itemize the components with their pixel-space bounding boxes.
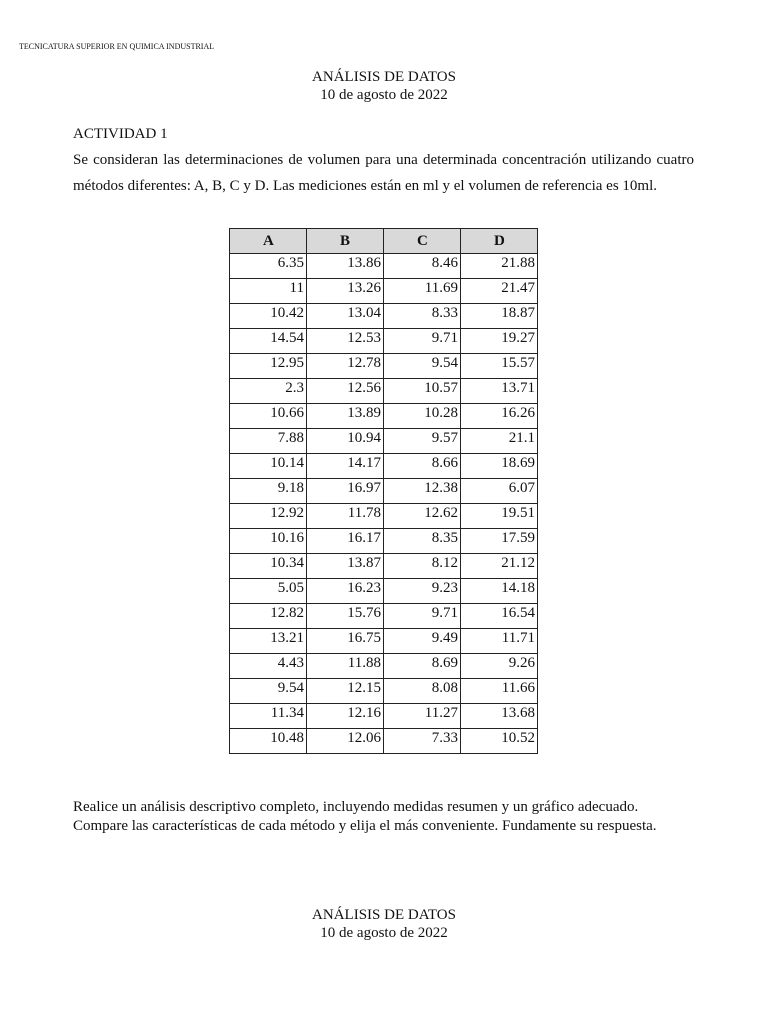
table-cell: 6.35	[230, 254, 307, 279]
table-cell: 12.62	[384, 504, 461, 529]
table-cell: 11.27	[384, 704, 461, 729]
table-cell: 13.26	[307, 279, 384, 304]
table-cell: 9.57	[384, 429, 461, 454]
table-cell: 12.95	[230, 354, 307, 379]
table-cell: 4.43	[230, 654, 307, 679]
table-cell: 14.18	[461, 579, 538, 604]
table-cell: 12.56	[307, 379, 384, 404]
table-cell: 11	[230, 279, 307, 304]
footer-title-date: 10 de agosto de 2022	[320, 925, 448, 941]
table-row	[230, 379, 538, 404]
table-cell: 9.71	[384, 329, 461, 354]
table-row	[230, 704, 538, 729]
column-header-b: B	[307, 229, 384, 254]
table-cell: 8.12	[384, 554, 461, 579]
table-cell: 8.69	[384, 654, 461, 679]
table-cell: 13.86	[307, 254, 384, 279]
table-cell: 6.07	[461, 479, 538, 504]
table-cell: 16.97	[307, 479, 384, 504]
table-cell: 10.34	[230, 554, 307, 579]
column-header-d: D	[461, 229, 538, 254]
table-row	[230, 604, 538, 629]
column-header-a: A	[230, 229, 307, 254]
activity-title: ACTIVIDAD 1	[73, 126, 168, 142]
table-row	[230, 304, 538, 329]
table-cell: 13.89	[307, 404, 384, 429]
table-cell: 10.42	[230, 304, 307, 329]
table-body	[230, 254, 538, 754]
table-cell: 8.46	[384, 254, 461, 279]
table-cell: 13.21	[230, 629, 307, 654]
table-cell: 13.71	[461, 379, 538, 404]
table-cell: 13.68	[461, 704, 538, 729]
table-row	[230, 729, 538, 754]
table-cell: 16.75	[307, 629, 384, 654]
table-cell: 21.12	[461, 554, 538, 579]
table-cell: 14.54	[230, 329, 307, 354]
table-cell: 2.3	[230, 379, 307, 404]
table-cell: 12.16	[307, 704, 384, 729]
table-cell: 9.49	[384, 629, 461, 654]
table-row	[230, 454, 538, 479]
table-cell: 13.04	[307, 304, 384, 329]
table-cell: 19.27	[461, 329, 538, 354]
table-cell: 12.92	[230, 504, 307, 529]
table-row	[230, 254, 538, 279]
table-row	[230, 529, 538, 554]
table-cell: 11.78	[307, 504, 384, 529]
table-cell: 19.51	[461, 504, 538, 529]
table-row	[230, 279, 538, 304]
table-cell: 15.76	[307, 604, 384, 629]
table-row	[230, 479, 538, 504]
measurements-table	[229, 228, 538, 754]
closing-instructions	[73, 798, 713, 836]
table-cell: 16.26	[461, 404, 538, 429]
table-cell: 21.88	[461, 254, 538, 279]
table-row	[230, 554, 538, 579]
title-date: 10 de agosto de 2022	[320, 87, 448, 103]
activity-intro: Se consideran las determinaciones de volumen para una determinada concentración utilizando cuatro métodos diferentes: A, B, C y D. Las mediciones están en ml y el volumen de referencia es 10ml.	[73, 152, 694, 194]
table-cell: 10.14	[230, 454, 307, 479]
table-cell: 8.33	[384, 304, 461, 329]
table-row	[230, 329, 538, 354]
table-row	[230, 654, 538, 679]
table-cell: 12.53	[307, 329, 384, 354]
table-cell: 10.52	[461, 729, 538, 754]
table-cell: 12.38	[384, 479, 461, 504]
table-cell: 9.71	[384, 604, 461, 629]
table-cell: 11.69	[384, 279, 461, 304]
table-cell: 5.05	[230, 579, 307, 604]
table-cell: 12.15	[307, 679, 384, 704]
table-cell: 18.87	[461, 304, 538, 329]
table-cell: 8.35	[384, 529, 461, 554]
title-main: ANÁLISIS DE DATOS	[312, 69, 456, 85]
table-cell: 16.54	[461, 604, 538, 629]
table-cell: 9.54	[230, 679, 307, 704]
table-cell: 10.16	[230, 529, 307, 554]
table-cell: 12.82	[230, 604, 307, 629]
table-cell: 7.33	[384, 729, 461, 754]
table-cell: 10.48	[230, 729, 307, 754]
table-row	[230, 429, 538, 454]
table-cell: 15.57	[461, 354, 538, 379]
closing-line-1: Realice un análisis descriptivo completo, incluyendo medidas resumen y un gráfico adecuado.	[73, 799, 639, 815]
table-cell: 17.59	[461, 529, 538, 554]
footer-title-main: ANÁLISIS DE DATOS	[312, 907, 456, 923]
table-cell: 11.71	[461, 629, 538, 654]
table-row	[230, 679, 538, 704]
column-header-c: C	[384, 229, 461, 254]
footer-title	[0, 906, 768, 942]
table-cell: 11.66	[461, 679, 538, 704]
table-cell: 10.94	[307, 429, 384, 454]
table-cell: 21.47	[461, 279, 538, 304]
table-cell: 13.87	[307, 554, 384, 579]
table-row	[230, 404, 538, 429]
table-cell: 14.17	[307, 454, 384, 479]
institution-header: TECNICATURA SUPERIOR EN QUIMICA INDUSTRIAL	[19, 42, 215, 51]
closing-line-2: Compare las características de cada método y elija el más conveniente. Fundamente su respuesta.	[73, 818, 657, 834]
table-cell: 12.78	[307, 354, 384, 379]
table-cell: 8.66	[384, 454, 461, 479]
table-row	[230, 579, 538, 604]
table-cell: 18.69	[461, 454, 538, 479]
table-cell: 11.88	[307, 654, 384, 679]
table-cell: 12.06	[307, 729, 384, 754]
table-cell: 10.66	[230, 404, 307, 429]
table-cell: 9.18	[230, 479, 307, 504]
table-cell: 9.54	[384, 354, 461, 379]
table-cell: 10.57	[384, 379, 461, 404]
table-cell: 10.28	[384, 404, 461, 429]
table-cell: 21.1	[461, 429, 538, 454]
table-cell: 16.17	[307, 529, 384, 554]
table-row	[230, 629, 538, 654]
document-title	[0, 68, 768, 104]
table-cell: 9.26	[461, 654, 538, 679]
table-cell: 9.23	[384, 579, 461, 604]
table-cell: 7.88	[230, 429, 307, 454]
table-cell: 16.23	[307, 579, 384, 604]
table-row	[230, 354, 538, 379]
table-row	[230, 504, 538, 529]
table-cell: 11.34	[230, 704, 307, 729]
table-cell: 8.08	[384, 679, 461, 704]
table-header-row	[230, 229, 538, 254]
